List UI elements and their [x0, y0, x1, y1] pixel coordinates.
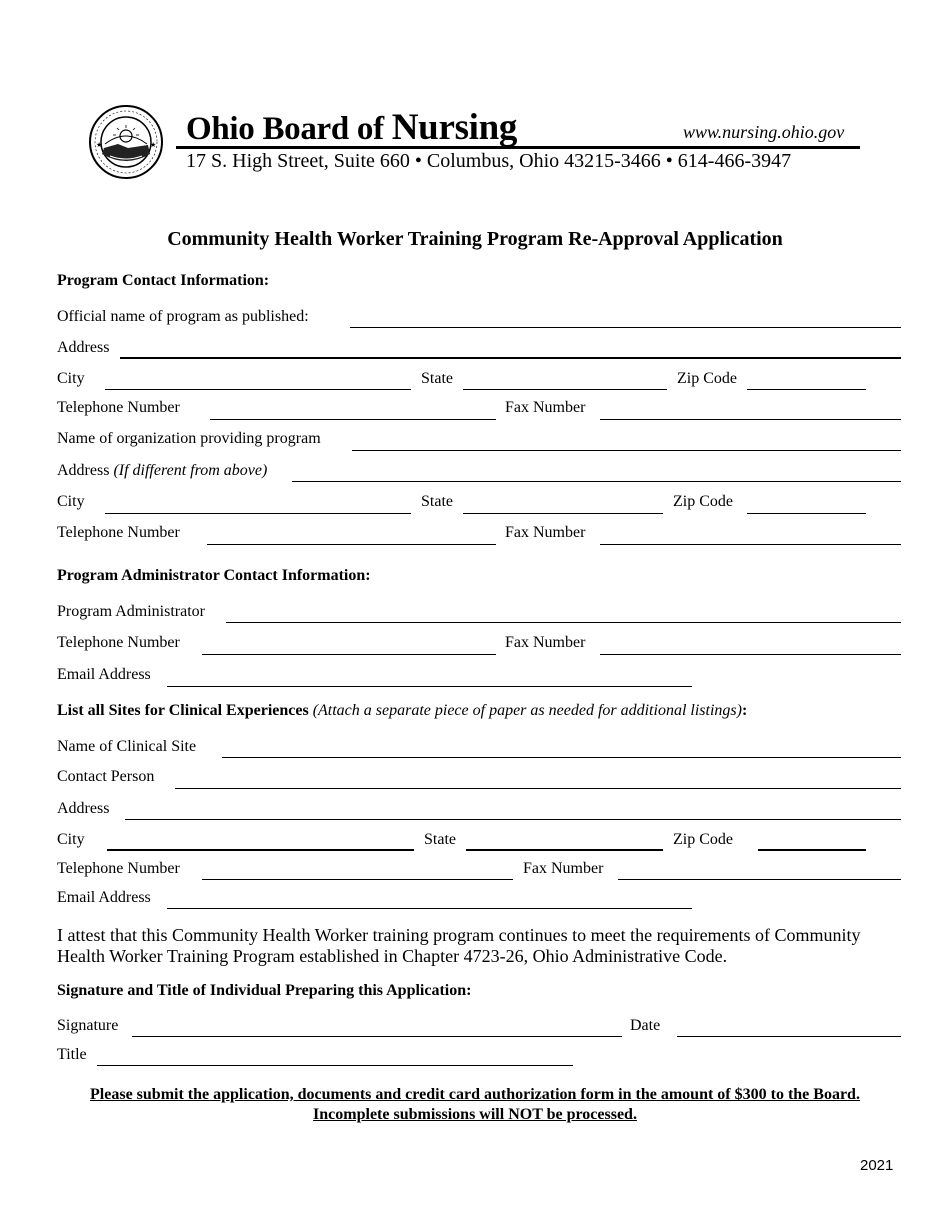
program-administrator-label: Program Administrator: [57, 603, 205, 620]
fax-label: Fax Number: [505, 524, 586, 541]
zip-field[interactable]: [747, 389, 866, 390]
signature-label: Signature: [57, 1017, 119, 1034]
zip-field[interactable]: [758, 849, 866, 851]
attestation-statement: I attest that this Community Health Worker training program continues to meet the requirements of Community Health Worker Training Program established in Chapter 4723-26, Ohio Administrative Code.: [57, 925, 861, 966]
alternate-address-label: Address (If different from above): [57, 462, 268, 479]
zip-label: Zip Code: [677, 370, 737, 387]
date-label: Date: [630, 1017, 661, 1034]
zip-label: Zip Code: [673, 831, 733, 848]
fax-label: Fax Number: [505, 399, 586, 416]
telephone-label: Telephone Number: [57, 860, 180, 877]
svg-text:★: ★: [96, 141, 103, 149]
signature-field[interactable]: [132, 1036, 622, 1037]
state-field[interactable]: [463, 513, 663, 514]
ohio-board-of-nursing-seal-icon: [88, 98, 164, 186]
address-field[interactable]: [120, 357, 901, 359]
zip-label: Zip Code: [673, 493, 733, 510]
telephone-field[interactable]: [207, 544, 496, 545]
city-field[interactable]: [105, 513, 411, 514]
submission-notice: Please submit the application, documents and credit card authorization form in the amount of $300 to the Board.: [90, 1086, 860, 1103]
email-label: Email Address: [57, 889, 151, 906]
letterhead-rule: [176, 146, 860, 149]
program-administrator-field[interactable]: [226, 622, 901, 623]
official-name-field[interactable]: [350, 327, 901, 328]
fax-label: Fax Number: [505, 634, 586, 651]
fax-field[interactable]: [600, 544, 901, 545]
telephone-label: Telephone Number: [57, 634, 180, 651]
organization-address: 17 S. High Street, Suite 660 • Columbus, Ohio 43215-3466 • 614-466-3947: [186, 150, 792, 172]
clinical-site-name-field[interactable]: [222, 757, 901, 758]
state-field[interactable]: [463, 389, 667, 390]
section-heading-signature: Signature and Title of Individual Preparing this Application:: [57, 982, 472, 999]
city-label: City: [57, 493, 85, 510]
telephone-label: Telephone Number: [57, 399, 180, 416]
section-heading-administrator-contact: Program Administrator Contact Information:: [57, 567, 371, 584]
zip-field[interactable]: [747, 513, 866, 514]
state-label: State: [424, 831, 456, 848]
telephone-label: Telephone Number: [57, 524, 180, 541]
official-name-label: Official name of program as published:: [57, 308, 309, 325]
state-label: State: [421, 493, 453, 510]
contact-person-label: Contact Person: [57, 768, 155, 785]
incomplete-submission-warning: Incomplete submissions will NOT be processed.: [313, 1106, 637, 1123]
organization-name-field[interactable]: [352, 450, 901, 451]
fax-field[interactable]: [600, 419, 901, 420]
organization-name: Ohio Board of Nursing: [186, 107, 518, 148]
title-field[interactable]: [97, 1065, 573, 1066]
section-heading-program-contact: Program Contact Information:: [57, 272, 270, 289]
state-field[interactable]: [466, 849, 663, 851]
alternate-address-field[interactable]: [292, 481, 901, 482]
state-label: State: [421, 370, 453, 387]
title-label: Title: [57, 1046, 87, 1063]
city-label: City: [57, 370, 85, 387]
city-field[interactable]: [105, 389, 411, 390]
section-heading-clinical-sites: List all Sites for Clinical Experiences (Attach a separate piece of paper as needed for additional listings):: [57, 702, 748, 719]
city-label: City: [57, 831, 85, 848]
contact-person-field[interactable]: [175, 788, 901, 789]
form-revision-year: 2021: [860, 1157, 894, 1174]
date-field[interactable]: [677, 1036, 901, 1037]
svg-text:★: ★: [150, 141, 157, 149]
email-field[interactable]: [167, 686, 692, 687]
address-field[interactable]: [125, 819, 901, 820]
form-title: Community Health Worker Training Program Re-Approval Application: [167, 228, 783, 250]
telephone-field[interactable]: [210, 419, 496, 420]
email-field[interactable]: [167, 908, 692, 909]
email-label: Email Address: [57, 666, 151, 683]
organization-name-label: Name of organization providing program: [57, 430, 321, 447]
city-field[interactable]: [107, 849, 414, 851]
fax-field[interactable]: [600, 654, 901, 655]
fax-label: Fax Number: [523, 860, 604, 877]
clinical-site-name-label: Name of Clinical Site: [57, 738, 197, 755]
organization-website: www.nursing.ohio.gov: [683, 122, 845, 142]
address-label: Address: [57, 339, 110, 356]
fax-field[interactable]: [618, 879, 901, 880]
telephone-field[interactable]: [202, 879, 513, 880]
address-label: Address: [57, 800, 110, 817]
telephone-field[interactable]: [202, 654, 496, 655]
